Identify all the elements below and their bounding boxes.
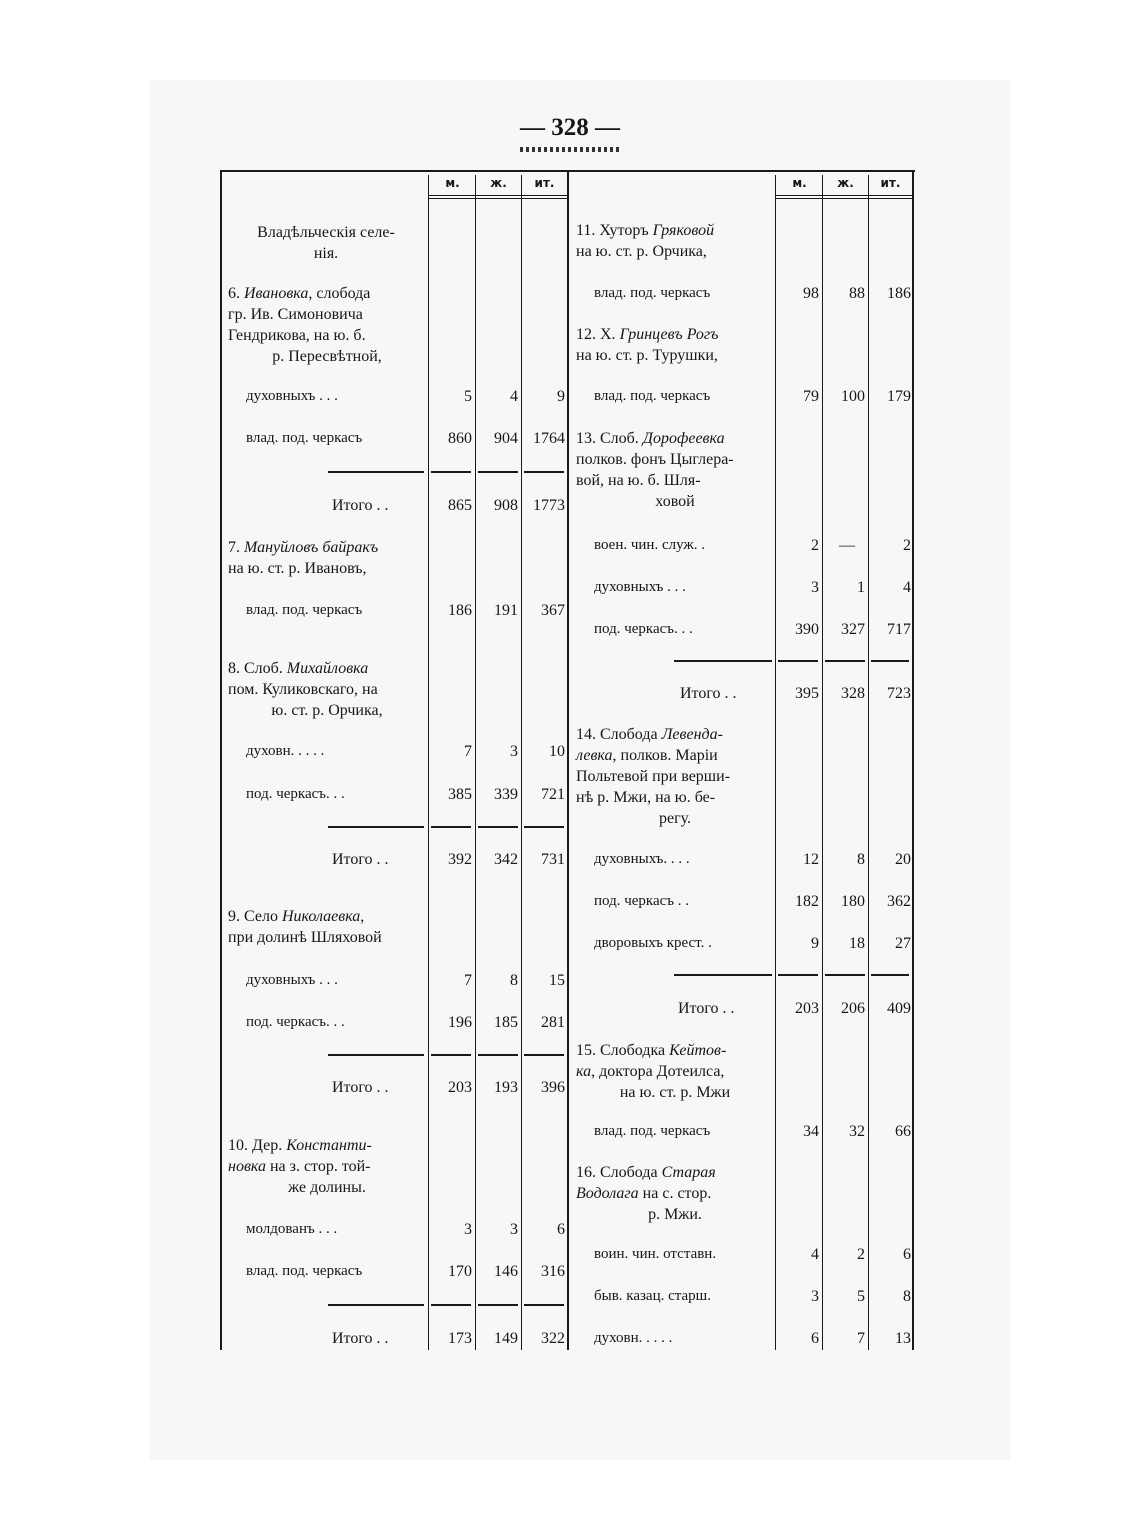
section-heading: Владѣльческія селе- нія. — [257, 224, 395, 262]
sum-rule-10-it — [524, 1304, 564, 1306]
total-8-label: Итого . . — [332, 851, 389, 868]
entry-11: 11. Хуторъ Гряковой на ю. ст. р. Орчика, — [576, 222, 715, 260]
entry-14: 14. Слобода Левенда- левка, полков. Маріи Польтевой при верши- нѣ р. Мжи, на ю. бе- регу. — [576, 726, 731, 827]
table-right-border — [912, 170, 914, 1350]
row-13c-m: 390 — [795, 621, 819, 638]
row-11a-m: 98 — [803, 285, 819, 302]
sum-rule-13-it — [871, 660, 909, 662]
row-14b-m: 182 — [795, 893, 819, 910]
row-7a-zh: 191 — [494, 602, 518, 619]
header-rule-right-2 — [775, 198, 912, 199]
table-center-divider — [567, 170, 569, 1350]
row-8b-label: под. черкасъ. . . — [246, 786, 345, 802]
row-6b-zh: 904 — [494, 430, 518, 447]
total-8-m: 392 — [448, 851, 472, 868]
entry-12: 12. Х. Гринцевъ Рогъ на ю. ст. р. Турушки, — [576, 326, 719, 364]
total-14-m: 203 — [795, 1000, 819, 1017]
row-8a-label: духовн. . . . . — [246, 743, 325, 759]
sum-rule-13-m — [778, 660, 818, 662]
row-16c-label: духовн. . . . . — [594, 1330, 673, 1346]
row-13b-m: 3 — [811, 579, 819, 596]
row-16a-m: 4 — [811, 1246, 819, 1263]
row-10a-zh: 3 — [510, 1221, 518, 1238]
row-9b-label: под. черкасъ. . . — [246, 1014, 345, 1030]
total-9-it: 396 — [541, 1079, 565, 1096]
row-6a-label: духовныхъ . . . — [246, 388, 338, 404]
sum-rule-6-it — [524, 471, 564, 473]
row-13a-it: 2 — [903, 537, 911, 554]
total-13-m: 395 — [795, 685, 819, 702]
total-6-it: 1773 — [533, 497, 565, 514]
row-14a-it: 20 — [895, 851, 911, 868]
total-14-it: 409 — [887, 1000, 911, 1017]
sum-rule-14 — [674, 974, 772, 976]
total-9-label: Итого . . — [332, 1079, 389, 1096]
row-9a-it: 15 — [549, 972, 565, 989]
right-header-zh: ж. — [837, 176, 854, 190]
row-15a-m: 34 — [803, 1123, 819, 1140]
row-16c-m: 6 — [811, 1330, 819, 1347]
row-8b-m: 385 — [448, 786, 472, 803]
entry-8: 8. Слоб. Михайловка пом. Куликовскаго, на ю. ст. р. Орчика, — [228, 660, 383, 719]
row-6b-label: влад. под. черкасъ — [246, 430, 363, 446]
row-13b-it: 4 — [903, 579, 911, 596]
row-13a-label: воен. чин. служ. . — [594, 537, 706, 553]
entry-9: 9. Село Николаевка, при долинѣ Шляховой — [228, 908, 382, 946]
left-header-m: м. — [445, 176, 460, 190]
row-15a-it: 66 — [895, 1123, 911, 1140]
row-16a-zh: 2 — [857, 1246, 865, 1263]
row-16a-it: 6 — [903, 1246, 911, 1263]
total-6-zh: 908 — [494, 497, 518, 514]
sum-rule-10-m — [431, 1304, 471, 1306]
total-13-it: 723 — [887, 685, 911, 702]
total-8-zh: 342 — [494, 851, 518, 868]
row-6a-m: 5 — [464, 388, 472, 405]
sum-rule-9-zh — [478, 1054, 518, 1056]
row-14c-m: 9 — [811, 935, 819, 952]
left-col-rule-zh — [475, 175, 476, 1350]
sum-rule-6-zh — [478, 471, 518, 473]
total-6-m: 865 — [448, 497, 472, 514]
row-13c-label: под. черкасъ. . . — [594, 621, 693, 637]
total-10-it: 322 — [541, 1330, 565, 1347]
row-14b-label: под. черкасъ . . — [594, 893, 690, 909]
sum-rule-8-zh — [478, 826, 518, 828]
row-11a-zh: 88 — [849, 285, 865, 302]
row-14c-label: дворовыхъ крест. . — [594, 935, 712, 951]
row-13c-it: 717 — [887, 621, 911, 638]
row-10a-m: 3 — [464, 1221, 472, 1238]
row-8b-zh: 339 — [494, 786, 518, 803]
row-14b-it: 362 — [887, 893, 911, 910]
total-9-m: 203 — [448, 1079, 472, 1096]
total-10-m: 173 — [448, 1330, 472, 1347]
sum-rule-8-m — [431, 826, 471, 828]
sum-rule-8-it — [524, 826, 564, 828]
page-number-underline — [520, 147, 620, 152]
row-8b-it: 721 — [541, 786, 565, 803]
entry-13: 13. Слоб. Дорофеевка полков. фонъ Цыглера- вой, на ю. б. Шля- ховой — [576, 430, 734, 510]
row-9a-zh: 8 — [510, 972, 518, 989]
sum-rule-6-m — [431, 471, 471, 473]
header-rule-right-1 — [775, 195, 912, 196]
total-10-zh: 149 — [494, 1330, 518, 1347]
row-14a-label: духовныхъ. . . . — [594, 851, 690, 867]
row-16c-it: 13 — [895, 1330, 911, 1347]
row-9b-it: 281 — [541, 1014, 565, 1031]
sum-rule-8 — [328, 826, 424, 828]
row-6a-zh: 4 — [510, 388, 518, 405]
row-16a-label: воин. чин. отставн. — [594, 1246, 717, 1262]
right-header-it: ит. — [880, 176, 901, 190]
row-7a-label: влад. под. черкасъ — [246, 602, 363, 618]
total-9-zh: 193 — [494, 1079, 518, 1096]
row-13b-zh: 1 — [857, 579, 865, 596]
row-16b-it: 8 — [903, 1288, 911, 1305]
row-8a-zh: 3 — [510, 743, 518, 760]
header-rule-left-1 — [428, 195, 567, 196]
entry-7: 7. Мануйловъ байракъ на ю. ст. р. Ивановъ, — [228, 539, 379, 577]
sum-rule-13 — [674, 660, 772, 662]
row-15a-zh: 32 — [849, 1123, 865, 1140]
row-9b-m: 196 — [448, 1014, 472, 1031]
row-16c-zh: 7 — [857, 1330, 865, 1347]
row-14c-it: 27 — [895, 935, 911, 952]
right-col-rule-m — [775, 175, 776, 1350]
row-6b-it: 1764 — [533, 430, 565, 447]
total-13-label: Итого . . — [680, 685, 737, 702]
row-12a-m: 79 — [803, 388, 819, 405]
sum-rule-13-zh — [825, 660, 865, 662]
row-6a-it: 9 — [557, 388, 565, 405]
row-12a-zh: 100 — [841, 388, 865, 405]
row-13b-label: духовныхъ . . . — [594, 579, 686, 595]
entry-6: 6. Ивановка, слобода гр. Ив. Симоновича Гендрикова, на ю. б. р. Пересвѣтной, — [228, 285, 382, 365]
total-13-zh: 328 — [841, 685, 865, 702]
right-col-rule-zh — [822, 175, 823, 1350]
row-14a-zh: 8 — [857, 851, 865, 868]
row-8a-it: 10 — [549, 743, 565, 760]
total-10-label: Итого . . — [332, 1330, 389, 1347]
sum-rule-9-m — [431, 1054, 471, 1056]
entry-16: 16. Слобода Старая Водолага на с. стор. р. Мжи. — [576, 1164, 716, 1223]
row-14c-zh: 18 — [849, 935, 865, 952]
row-10b-zh: 146 — [494, 1263, 518, 1280]
right-col-rule-it — [868, 175, 869, 1350]
row-11a-it: 186 — [887, 285, 911, 302]
row-15a-label: влад. под. черкасъ — [594, 1123, 711, 1139]
row-12a-label: влад. под. черкасъ — [594, 388, 711, 404]
row-7a-it: 367 — [541, 602, 565, 619]
row-11a-label: влад. под. черкасъ — [594, 285, 711, 301]
row-7a-m: 186 — [448, 602, 472, 619]
left-col-rule-it — [521, 175, 522, 1350]
total-14-zh: 206 — [841, 1000, 865, 1017]
sum-rule-14-it — [871, 974, 909, 976]
left-header-it: ит. — [534, 176, 555, 190]
row-9b-zh: 185 — [494, 1014, 518, 1031]
row-16b-label: быв. казац. старш. — [594, 1288, 711, 1304]
row-14a-m: 12 — [803, 851, 819, 868]
row-13a-zh: — — [839, 537, 855, 554]
sum-rule-6 — [328, 471, 424, 473]
row-10b-it: 316 — [541, 1263, 565, 1280]
sum-rule-9-it — [524, 1054, 564, 1056]
row-12a-it: 179 — [887, 388, 911, 405]
left-col-rule-m — [428, 175, 429, 1350]
row-10a-label: молдованъ . . . — [246, 1221, 338, 1237]
header-rule-left-2 — [428, 198, 567, 199]
sum-rule-9 — [328, 1054, 424, 1056]
sum-rule-14-zh — [825, 974, 865, 976]
row-10b-m: 170 — [448, 1263, 472, 1280]
row-16b-m: 3 — [811, 1288, 819, 1305]
right-header-m: м. — [792, 176, 807, 190]
total-8-it: 731 — [541, 851, 565, 868]
row-10a-it: 6 — [557, 1221, 565, 1238]
row-9a-m: 7 — [464, 972, 472, 989]
row-9a-label: духовныхъ . . . — [246, 972, 338, 988]
row-13c-zh: 327 — [841, 621, 865, 638]
row-10b-label: влад. под. черкасъ — [246, 1263, 363, 1279]
row-6b-m: 860 — [448, 430, 472, 447]
sum-rule-10 — [328, 1304, 424, 1306]
row-14b-zh: 180 — [841, 893, 865, 910]
row-13a-m: 2 — [811, 537, 819, 554]
sum-rule-14-m — [778, 974, 818, 976]
total-14-label: Итого . . — [678, 1000, 735, 1017]
entry-10: 10. Дер. Константи- новка на з. стор. той- же долины. — [228, 1137, 372, 1196]
left-header-zh: ж. — [490, 176, 507, 190]
row-8a-m: 7 — [464, 743, 472, 760]
page-number: — 328 — — [520, 114, 620, 141]
sum-rule-10-zh — [478, 1304, 518, 1306]
row-16b-zh: 5 — [857, 1288, 865, 1305]
entry-15: 15. Слободка Кейтов- ка, доктора Дотеилса, на ю. ст. р. Мжи — [576, 1042, 731, 1101]
table-left-border — [220, 170, 222, 1350]
total-6-label: Итого . . — [332, 497, 389, 514]
